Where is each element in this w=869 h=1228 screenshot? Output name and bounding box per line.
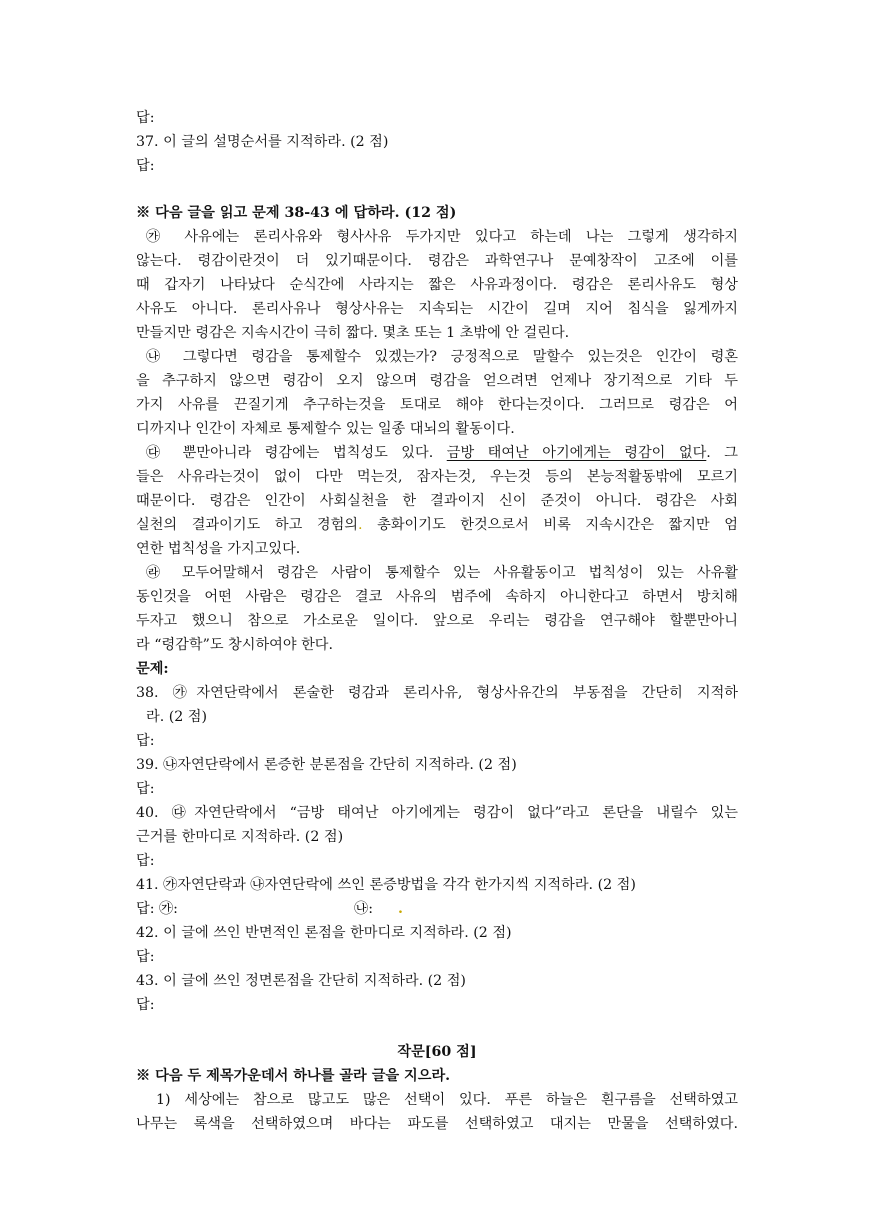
- para2-line: 가지 사유를 끈질기게 추구하는것을 토대로 해야 한다는것이다. 그러므로 령감은 어: [136, 397, 738, 413]
- composition-line: 나무는 록색을 선택하였으며 바다는 파도를 선택하였고 대지는 만물을 선택하였다.: [136, 1116, 738, 1132]
- para4-line: 라 “령감학”도 창시하여야 한다.: [136, 637, 334, 653]
- para3-line: [146, 443, 738, 463]
- para3-line: [136, 515, 738, 535]
- para4-line: 두자고 했으니 참으로 가소로운 일이다. 앞으로 우리는 령감을 연구해야 할뿐만아니: [136, 613, 738, 629]
- para1-line: 않는다. 령감이란것이 더 있기때문이다. 령감은 과학연구나 문예창작이 고조에 이를: [136, 253, 738, 269]
- composition-title: 작문[60 점]: [397, 1044, 477, 1060]
- answer-37: 답:: [136, 158, 155, 174]
- answer-line: 답:: [136, 110, 155, 126]
- para3-text: . 그: [706, 445, 739, 461]
- para3-line: 때문이다. 령감은 인간이 사회실천을 한 결과이지 신이 준것이 아니다. 령감은 사회: [136, 493, 738, 509]
- answer-41: [136, 899, 738, 919]
- underlined-claim: 금방 태여난 아기에게는 령감이 없다: [446, 445, 707, 461]
- question-38: 38. ㉮자연단락에서 론술한 령감과 론리사유, 형상사유간의 부동점을 간단히 지적하: [136, 685, 738, 701]
- answer-43: 답:: [136, 997, 155, 1013]
- para1-line: ㉮ 사유에는 론리사유와 형사사유 두가지만 있다고 하는데 나는 그렇게 생각하지: [146, 229, 738, 245]
- stray-mark: .: [358, 517, 363, 533]
- para3-line: 들은 사유라는것이 없이 다만 먹는것, 잠자는것, 우는것 등의 본능적활동밖에 모르기: [136, 469, 738, 485]
- section-heading: ※ 다음 글을 읽고 문제 38-43 에 답하라. (12 점): [136, 205, 457, 221]
- questions-label: 문제:: [136, 661, 169, 677]
- para4-line: 동인것을 어떤 사람은 령감은 결코 사유의 범주에 속하지 아니한다고 하면서 방치해: [136, 589, 738, 605]
- question-40: 40. ㉰자연단락에서 “금방 태여난 아기에게는 령감이 없다”라고 론단을 내릴수 있는: [136, 805, 738, 821]
- composition-instruction: ※ 다음 두 제목가운데서 하나를 골라 글을 지으라.: [136, 1068, 451, 1084]
- question-43: 43. 이 글에 쓰인 정면론점을 간단히 지적하라. (2 점): [136, 973, 466, 989]
- question-38-cont: 라. (2 점): [146, 709, 208, 725]
- question-41: 41. ㉮자연단락과 ㉯자연단락에 쓰인 론증방법을 각각 한가지씩 지적하라. (2 점): [136, 877, 636, 893]
- para3-text: ㉰ 뿐만아니라 령감에는 법칙성도 있다.: [146, 445, 447, 461]
- para1-line: 사유도 아니다. 론리사유나 형상사유는 지속되는 시간이 길며 지어 침식을 잃게까지: [136, 301, 738, 317]
- question-42: 42. 이 글에 쓰인 반면적인 론점을 한마디로 지적하라. (2 점): [136, 925, 512, 941]
- question-37: 37. 이 글의 설명순서를 지적하라. (2 점): [136, 134, 389, 150]
- para3-text: 실천의 결과이기도 하고 경험의: [136, 517, 358, 533]
- answer-41-b: ㉯:: [354, 901, 373, 917]
- answer-41-a: 답: ㉮:: [136, 901, 178, 917]
- stray-mark: .: [398, 901, 403, 917]
- para1-line: 만들지만 령감은 지속시간이 극히 짧다. 몇초 또는 1 초밖에 안 걸린다.: [136, 325, 570, 341]
- para4-line: ㉱ 모두어말해서 령감은 사람이 통제할수 있는 사유활동이고 법칙성이 있는 사유활: [146, 565, 738, 581]
- answer-39: 답:: [136, 781, 155, 797]
- composition-line: 1) 세상에는 참으로 많고도 많은 선택이 있다. 푸른 하늘은 흰구름을 선택하였고: [156, 1092, 738, 1108]
- question-40-cont: 근거를 한마디로 지적하라. (2 점): [136, 829, 344, 845]
- para3-line: 연한 법칙성을 가지고있다.: [136, 541, 301, 557]
- para2-line: ㉯ 그렇다면 령감을 통제할수 있겠는가? 긍정적으로 말할수 있는것은 인간이 령혼: [146, 349, 738, 365]
- para2-line: 을 추구하지 않으면 령감이 오지 않으며 령감을 얻으려면 언제나 장기적으로 기타 두: [136, 373, 738, 389]
- question-39: 39. ㉯자연단락에서 론증한 분론점을 간단히 지적하라. (2 점): [136, 757, 517, 773]
- answer-42: 답:: [136, 949, 155, 965]
- para3-text: 총화이기도 한것으로서 비록 지속시간은 짧지만 엄: [362, 517, 738, 533]
- answer-40: 답:: [136, 853, 155, 869]
- para1-line: 때 갑자기 나타났다 순식간에 사라지는 짧은 사유과정이다. 령감은 론리사유도 형상: [136, 277, 738, 293]
- para2-line: 디까지나 인간이 자체로 통제할수 있는 일종 대뇌의 활동이다.: [136, 421, 515, 437]
- answer-38: 답:: [136, 733, 155, 749]
